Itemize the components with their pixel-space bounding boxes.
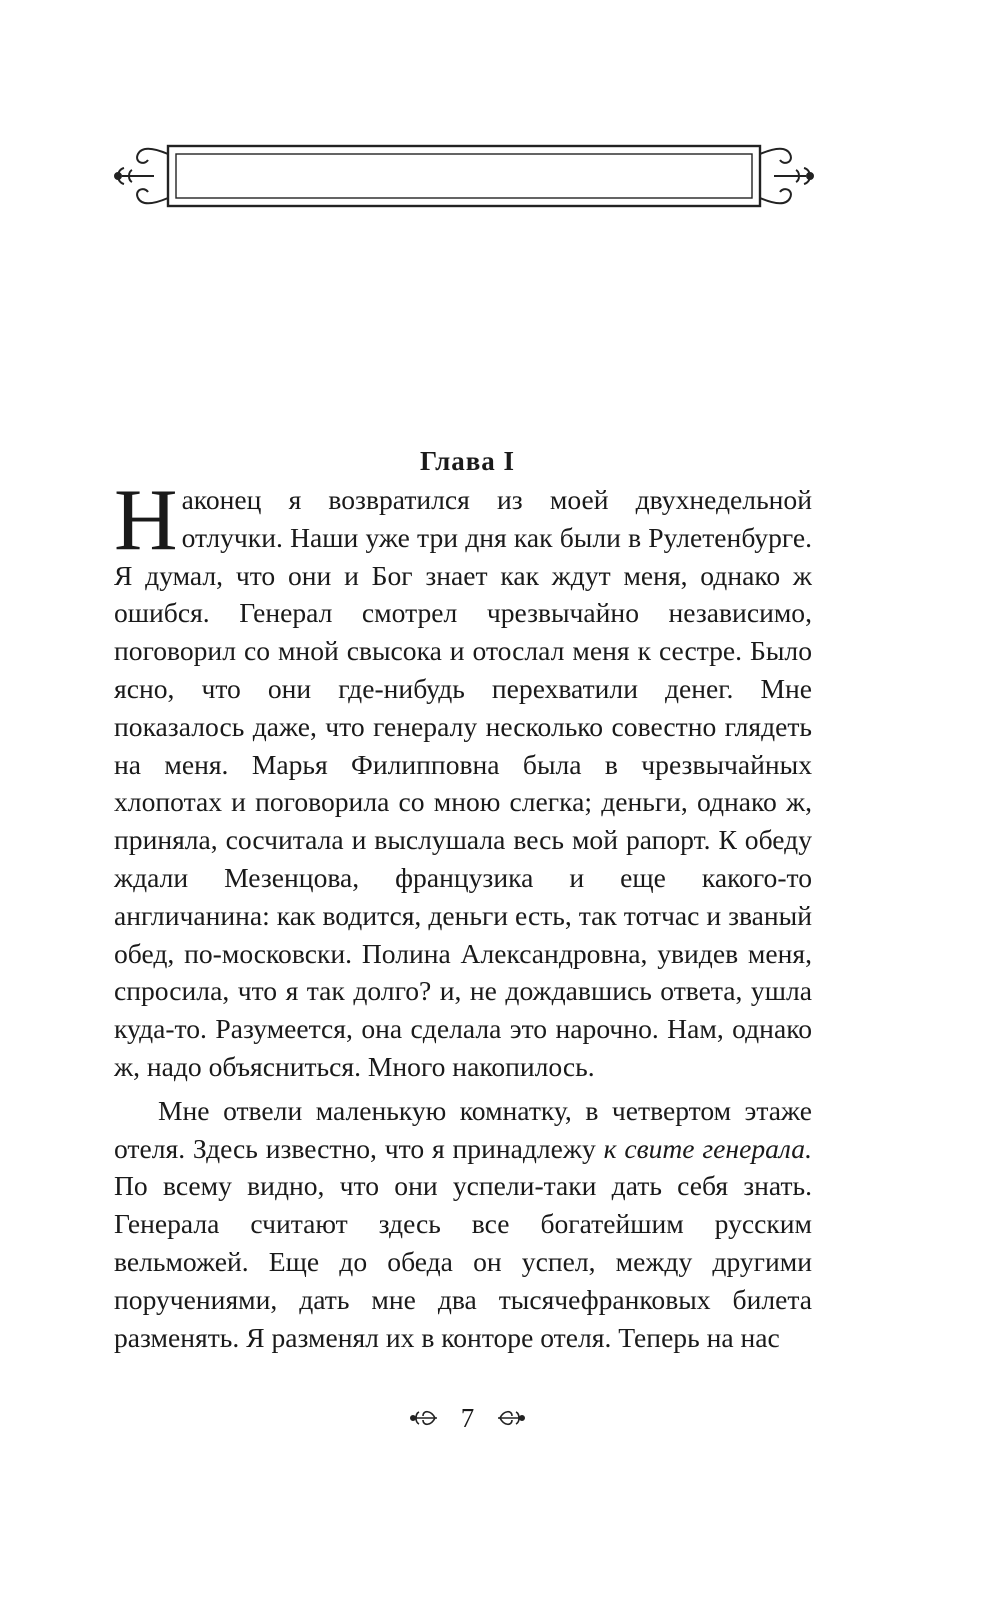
page-number: 7 [460,1402,475,1433]
body-text [114,472,812,1356]
frame-left-flourish [115,149,168,204]
chapter-title: Глава I [419,446,516,476]
paragraph-2-text-start: Мне отвели маленькую комнатку, в четвертом этаже отеля. Здесь известно, что я принадлежу [114,1094,812,1164]
paragraph-2-italic: к свите генерала. [603,1132,812,1164]
paragraph-2 [114,1092,812,1357]
header-ornamental-frame [108,140,820,212]
ornamental-frame-icon [108,140,820,212]
page-footer [0,1398,935,1438]
paragraph-2-text-end: По всему видно, что они успели-таки дать себя знать. Генерала считают здесь все богатейшим русским вельможей. Еще до обеда он успел, между другими поручениями, дать мне два тысячефранковых билета разменять. Я разменял их в конторе отеля. Теперь на нас [114,1170,812,1353]
flourish-right-icon [494,1406,526,1430]
flourish-left-icon [409,1406,441,1430]
paragraph-1 [114,472,812,1086]
paragraph-1-text: аконец я возвратился из моей двухнедельной отлучки. Наши уже три дня как были в Рулетенбурге. Я думал, что они и Бог знает как ждут меня, однако ж ошибся. Генерал смотрел чрезвычайно независимо, поговорил со мной свысока и отослал меня к сестре. Было ясно, что они где-нибудь перехватили денег. Мне показалось даже, что генералу несколько совестно глядеть на меня. Марья Филипповна была в чрезвычайных хлопотах и поговорила со мною слегка; деньги, однако ж, приняла, сосчитала и выслушала весь мой рапорт. К обеду ждали Мезенцова, французика и еще какого-то англичанина: как водится, деньги есть, так тотчас и званый обед, по-московски. Полина Александровна, увидев меня, спросила, что я так долго? и, не дождавшись ответа, ушла куда-то. Разумеется, она сделала это нарочно. Нам, однако ж, надо объясниться. Много накопилось. [114,484,812,1082]
frame-right-flourish [760,149,813,204]
drop-cap: Н [114,472,178,569]
